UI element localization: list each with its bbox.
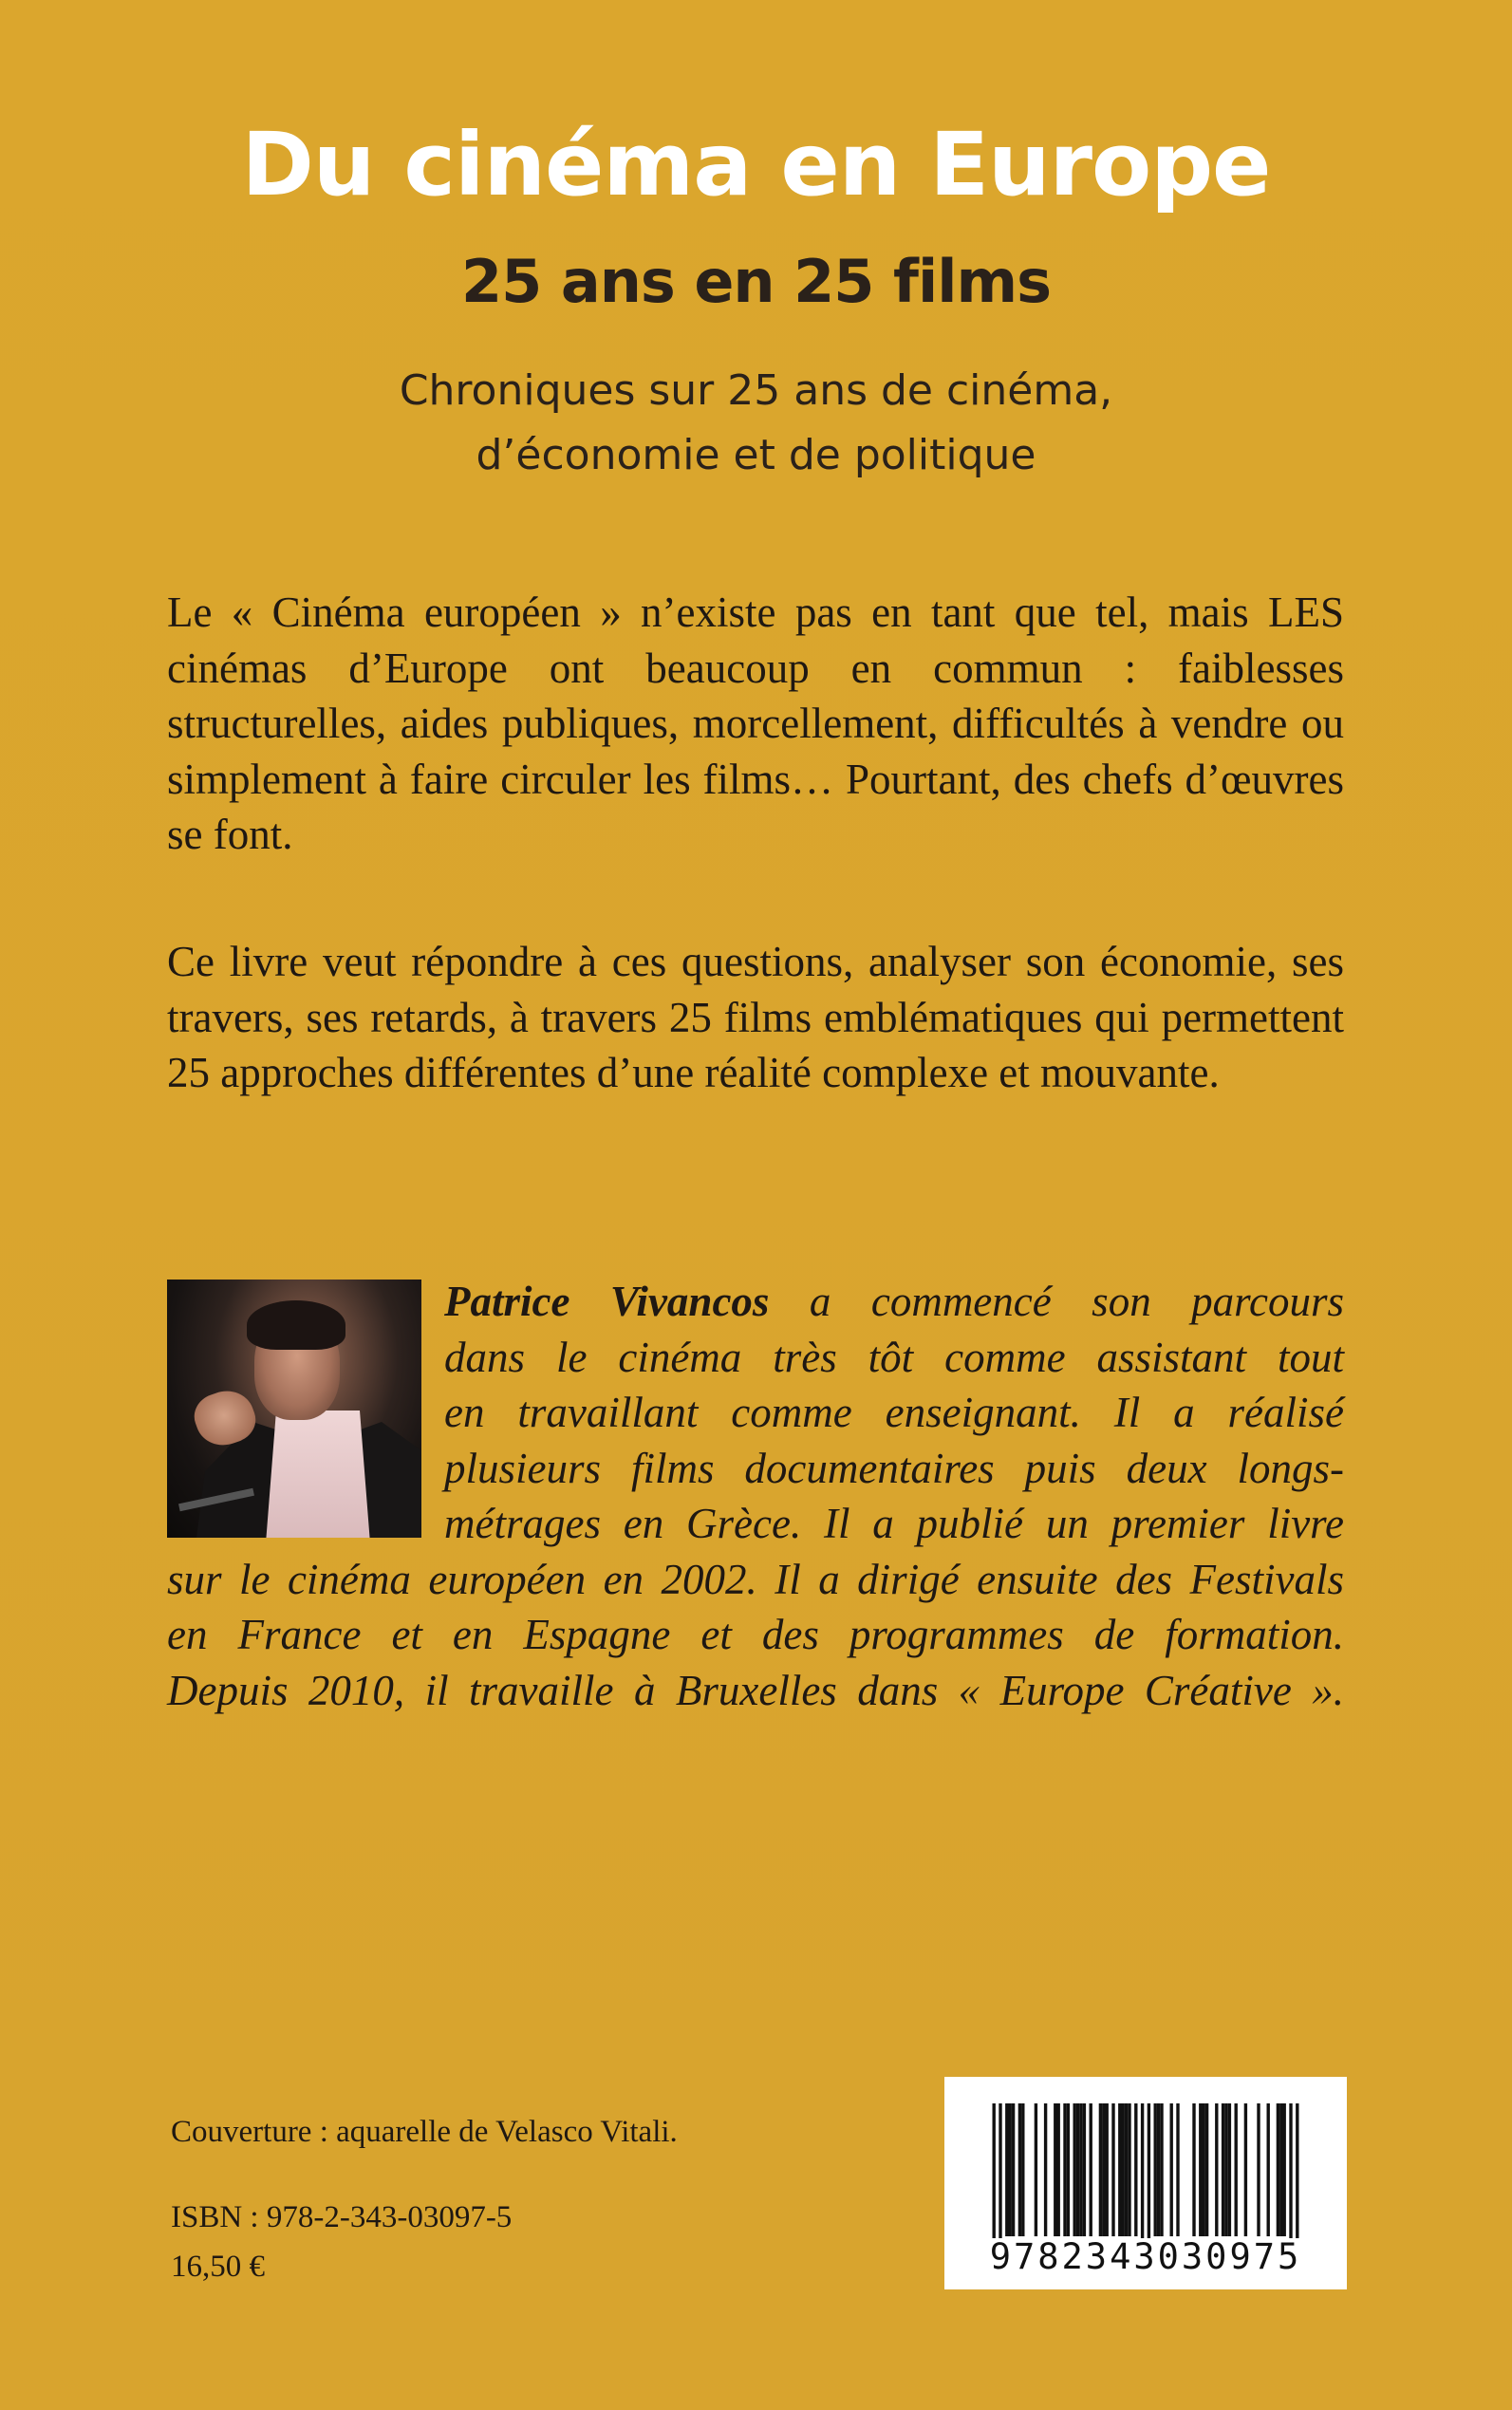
bio-line-4: plusieurs films documentaires puis deux longs-	[444, 1444, 1344, 1492]
barcode-bar	[1235, 2103, 1238, 2236]
barcode-bar	[1122, 2103, 1125, 2236]
cover-credit: Couverture : aquarelle de Velasco Vitali.	[171, 2115, 678, 2149]
barcode-bar	[1205, 2103, 1208, 2236]
bio-line-7: en France et en Espagne et des programmes de formation.	[167, 1611, 1344, 1658]
bio-line-6: sur le cinéma européen en 2002. Il a dirigé ensuite des Festivals	[167, 1555, 1344, 1603]
book-title: Du cinéma en Europe	[241, 114, 1271, 215]
barcode-bar	[1106, 2103, 1109, 2236]
barcode-bar	[1154, 2103, 1157, 2236]
barcode-bar	[1267, 2103, 1270, 2236]
barcode-bar	[1102, 2103, 1105, 2236]
barcode-bar	[1111, 2103, 1114, 2236]
blurb-paragraph-2-text: Ce livre veut répondre à ces questions, analyser son économie, ses travers, ses retards, à travers 25 films emblématiques qui permettent 25 approches différentes d’une réalité complexe et mouvante.	[167, 938, 1344, 1096]
barcode-bar	[1199, 2103, 1202, 2236]
blurb-paragraph-1-text: Le « Cinéma européen » n’existe pas en tant que tel, mais LES cinémas d’Europe ont beaucoup en commun : faiblesses structurelles, aides publiques, morcellement, difficultés à vendre ou simplement à faire circuler les films… Pourtant, des chefs d’œuvres se font.	[167, 588, 1344, 858]
barcode-bar	[1279, 2103, 1282, 2236]
barcode-digits: 9782343030975	[989, 2236, 1302, 2277]
isbn: ISBN : 978-2-343-03097-5	[171, 2200, 513, 2234]
barcode-bar	[1099, 2103, 1102, 2236]
barcode-bar	[1057, 2103, 1060, 2236]
barcode-bar	[1277, 2103, 1279, 2236]
tagline-line-1: Chroniques sur 25 ans de cinéma,	[399, 366, 1113, 415]
blurb-paragraph-1	[167, 585, 1344, 863]
barcode-bar	[1170, 2103, 1173, 2236]
barcode-bar	[1079, 2103, 1082, 2236]
barcode-bars	[944, 2077, 1347, 2238]
barcode-bar	[1073, 2103, 1076, 2236]
barcode-bar	[1134, 2103, 1137, 2236]
bio-line-5: métrages en Grèce. Il a publié un premier livre	[444, 1500, 1344, 1547]
bio-line-1-text: a commencé son parcours	[809, 1278, 1344, 1325]
barcode-bar	[1228, 2103, 1231, 2236]
barcode-bar	[1160, 2103, 1163, 2236]
barcode-bar	[1090, 2103, 1092, 2236]
price: 16,50 €	[171, 2250, 265, 2284]
barcode-bar	[1176, 2103, 1179, 2236]
barcode-bar	[1141, 2103, 1144, 2238]
author-bio	[167, 1274, 1344, 1718]
barcode-bar	[1035, 2103, 1037, 2236]
barcode-bar	[1083, 2103, 1086, 2236]
bio-line-3: en travaillant comme enseignant. Il a réalisé	[444, 1389, 1344, 1436]
barcode-bar	[993, 2103, 996, 2238]
barcode-bar	[1203, 2103, 1205, 2236]
barcode	[944, 2077, 1347, 2289]
tagline-line-2: d’économie et de politique	[476, 431, 1036, 479]
barcode-bar	[1005, 2103, 1008, 2236]
barcode-bar	[1224, 2103, 1227, 2236]
barcode-bar	[1054, 2103, 1056, 2236]
barcode-bar	[1076, 2103, 1079, 2236]
barcode-bar	[1012, 2103, 1015, 2236]
barcode-bar	[1157, 2103, 1160, 2236]
barcode-bar	[1009, 2103, 1012, 2236]
barcode-bar	[1222, 2103, 1224, 2236]
author-name: Patrice Vivancos	[444, 1278, 770, 1325]
barcode-bar	[1125, 2103, 1128, 2236]
barcode-bar	[1257, 2103, 1260, 2236]
barcode-bar	[1148, 2103, 1150, 2238]
barcode-bar	[999, 2103, 1001, 2238]
barcode-bar	[1192, 2103, 1195, 2236]
blurb-paragraph-2	[167, 934, 1344, 1101]
barcode-bar	[1021, 2103, 1024, 2236]
barcode-bar	[1044, 2103, 1047, 2236]
barcode-bar	[1018, 2103, 1021, 2236]
barcode-bar	[1067, 2103, 1070, 2236]
barcode-bar	[1215, 2103, 1218, 2236]
barcode-bar	[1128, 2103, 1130, 2236]
barcode-bar	[1244, 2103, 1247, 2236]
barcode-bar	[1289, 2103, 1292, 2238]
tagline	[0, 359, 1512, 488]
bio-line-2: dans le cinéma très tôt comme assistant tout	[444, 1333, 1344, 1381]
barcode-bar	[1283, 2103, 1286, 2236]
bio-line-1	[167, 1274, 1344, 1330]
barcode-bar	[1118, 2103, 1121, 2236]
bio-line-8: Depuis 2010, il travaille à Bruxelles dans « Europe Créative ».	[167, 1666, 1344, 1714]
book-subtitle: 25 ans en 25 films	[461, 247, 1051, 316]
barcode-bar	[1296, 2103, 1298, 2238]
barcode-bar	[1063, 2103, 1066, 2236]
